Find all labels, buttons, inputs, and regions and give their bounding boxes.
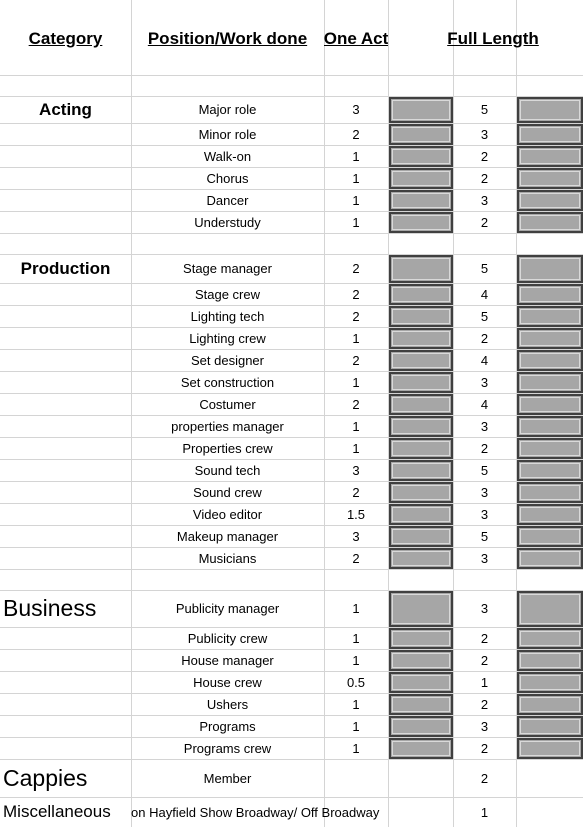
- shaded-cell[interactable]: [517, 694, 583, 715]
- shaded-cell[interactable]: [517, 672, 583, 693]
- shaded-cell[interactable]: [389, 416, 453, 437]
- row-gridline: [0, 233, 583, 234]
- shaded-cell[interactable]: [517, 628, 583, 649]
- one-act-cell[interactable]: 1.5: [346, 506, 366, 522]
- one-act-cell[interactable]: 3: [352, 462, 360, 478]
- position-cell[interactable]: on Hayfield Show Broadway/ Off Broadway: [131, 804, 380, 820]
- full-length-cell[interactable]: 5: [480, 102, 489, 117]
- shaded-cell[interactable]: [517, 394, 583, 415]
- full-length-cell[interactable]: 2: [480, 770, 489, 786]
- shaded-cell[interactable]: [389, 97, 453, 123]
- shaded-cell[interactable]: [517, 168, 583, 189]
- shaded-cell[interactable]: [389, 628, 453, 649]
- full-length-cell[interactable]: 2: [480, 630, 489, 646]
- position-cell[interactable]: Publicity crew: [187, 630, 268, 646]
- full-length-cell[interactable]: 3: [480, 374, 489, 390]
- shaded-cell[interactable]: [389, 694, 453, 715]
- one-act-cell[interactable]: 1: [352, 652, 360, 668]
- full-length-cell[interactable]: 4: [480, 286, 489, 302]
- full-length-cell[interactable]: 4: [480, 352, 489, 368]
- shaded-cell[interactable]: [389, 716, 453, 737]
- shaded-cell[interactable]: [517, 97, 583, 123]
- full-length-cell[interactable]: 3: [480, 484, 489, 500]
- shaded-cell[interactable]: [389, 482, 453, 503]
- position-cell[interactable]: Major role: [198, 102, 257, 117]
- full-length-cell[interactable]: 3: [480, 506, 489, 522]
- full-length-cell[interactable]: 2: [480, 440, 489, 456]
- one-act-cell[interactable]: 1: [352, 740, 360, 756]
- shaded-cell[interactable]: [389, 526, 453, 547]
- full-length-cell[interactable]: 1: [480, 674, 489, 690]
- position-cell[interactable]: Ushers: [206, 696, 249, 712]
- shaded-cell[interactable]: [389, 168, 453, 189]
- shaded-cell[interactable]: [389, 460, 453, 481]
- position-cell[interactable]: Sound tech: [194, 462, 261, 478]
- shaded-cell[interactable]: [517, 284, 583, 305]
- full-length-cell[interactable]: 2: [480, 740, 489, 756]
- position-cell[interactable]: Set designer: [191, 352, 264, 368]
- row-gridline: [0, 569, 583, 570]
- one-act-cell[interactable]: 1: [352, 374, 360, 390]
- one-act-cell[interactable]: 2: [352, 352, 360, 368]
- full-length-cell[interactable]: 3: [480, 418, 489, 434]
- header-one-act[interactable]: One Act: [324, 29, 388, 48]
- full-length-cell[interactable]: 2: [480, 652, 489, 668]
- one-act-cell[interactable]: 3: [352, 528, 360, 544]
- shaded-cell[interactable]: [517, 146, 583, 167]
- shaded-cell[interactable]: [517, 306, 583, 327]
- category-label-cappies[interactable]: Cappies: [3, 764, 88, 791]
- one-act-cell[interactable]: 1: [352, 170, 360, 186]
- shaded-cell[interactable]: [389, 306, 453, 327]
- shaded-cell[interactable]: [517, 548, 583, 569]
- header-position[interactable]: Position/Work done: [147, 29, 308, 48]
- full-length-cell[interactable]: 2: [480, 170, 489, 186]
- position-cell[interactable]: House crew: [193, 674, 262, 690]
- shaded-cell[interactable]: [389, 255, 453, 283]
- position-cell[interactable]: Musicians: [198, 550, 257, 566]
- full-length-cell[interactable]: 3: [480, 718, 489, 734]
- shaded-cell[interactable]: [517, 738, 583, 759]
- category-label-business[interactable]: Business: [3, 595, 97, 621]
- full-length-cell[interactable]: 2: [480, 148, 489, 164]
- shaded-cell[interactable]: [517, 591, 583, 627]
- one-act-cell[interactable]: 1: [352, 630, 360, 646]
- shaded-cell[interactable]: [389, 350, 453, 371]
- one-act-cell[interactable]: 2: [352, 126, 360, 142]
- one-act-cell[interactable]: 1: [352, 148, 360, 164]
- one-act-cell[interactable]: 1: [352, 214, 360, 230]
- full-length-cell[interactable]: 2: [480, 696, 489, 712]
- shaded-cell[interactable]: [389, 438, 453, 459]
- shaded-cell[interactable]: [517, 716, 583, 737]
- shaded-cell[interactable]: [517, 460, 583, 481]
- full-length-cell[interactable]: 3: [480, 601, 489, 616]
- position-cell[interactable]: Video editor: [192, 506, 263, 522]
- shaded-cell[interactable]: [517, 526, 583, 547]
- one-act-cell[interactable]: 1: [352, 718, 360, 734]
- one-act-cell[interactable]: 1: [352, 418, 360, 434]
- shaded-cell[interactable]: [389, 394, 453, 415]
- category-label-acting[interactable]: Acting: [39, 99, 92, 119]
- shaded-cell[interactable]: [517, 190, 583, 211]
- position-cell[interactable]: Programs crew: [183, 740, 272, 756]
- shaded-cell[interactable]: [389, 328, 453, 349]
- one-act-cell[interactable]: 2: [352, 261, 360, 276]
- shaded-cell[interactable]: [389, 212, 453, 233]
- position-cell[interactable]: Chorus: [206, 170, 249, 186]
- one-act-cell[interactable]: 1: [352, 440, 360, 456]
- one-act-cell[interactable]: 1: [352, 192, 360, 208]
- shaded-cell[interactable]: [389, 672, 453, 693]
- position-cell[interactable]: Member: [203, 770, 252, 786]
- shaded-cell[interactable]: [389, 738, 453, 759]
- position-cell[interactable]: Dancer: [206, 192, 249, 208]
- shaded-cell[interactable]: [389, 548, 453, 569]
- full-length-cell[interactable]: 2: [480, 214, 489, 230]
- position-cell[interactable]: Sound crew: [193, 484, 262, 500]
- row-gridline: [0, 75, 583, 76]
- shaded-cell[interactable]: [517, 328, 583, 349]
- full-length-cell[interactable]: 3: [480, 192, 489, 208]
- one-act-cell[interactable]: 1: [352, 696, 360, 712]
- position-cell[interactable]: Walk-on: [203, 148, 252, 164]
- shaded-cell[interactable]: [517, 482, 583, 503]
- position-cell[interactable]: Costumer: [199, 396, 256, 412]
- full-length-cell[interactable]: 2: [480, 330, 489, 346]
- full-length-cell[interactable]: 5: [480, 528, 489, 544]
- header-full-length[interactable]: Full Length: [447, 29, 539, 48]
- position-cell[interactable]: Makeup manager: [176, 528, 279, 544]
- shaded-cell[interactable]: [517, 350, 583, 371]
- shaded-cell[interactable]: [389, 190, 453, 211]
- full-length-cell[interactable]: 5: [480, 261, 489, 276]
- shaded-cell[interactable]: [389, 284, 453, 305]
- one-act-cell[interactable]: 3: [352, 102, 360, 117]
- shaded-cell[interactable]: [517, 504, 583, 525]
- shaded-cell[interactable]: [517, 255, 583, 283]
- one-act-cell[interactable]: 2: [352, 484, 360, 500]
- full-length-cell[interactable]: 5: [480, 462, 489, 478]
- position-cell[interactable]: House manager: [181, 652, 274, 668]
- category-label-misc[interactable]: Miscellaneous: [3, 802, 111, 821]
- position-cell[interactable]: Minor role: [198, 126, 257, 142]
- position-cell[interactable]: Programs: [199, 718, 256, 734]
- one-act-cell[interactable]: [324, 759, 388, 797]
- one-act-cell[interactable]: 2: [352, 396, 360, 412]
- shaded-cell[interactable]: [389, 591, 453, 627]
- shaded-cell[interactable]: [517, 372, 583, 393]
- one-act-cell[interactable]: 1: [352, 601, 360, 616]
- shaded-cell[interactable]: [389, 372, 453, 393]
- position-cell[interactable]: Set construction: [180, 374, 275, 390]
- one-act-cell[interactable]: 1: [352, 330, 360, 346]
- position-cell[interactable]: Properties crew: [182, 440, 273, 456]
- position-cell[interactable]: properties manager: [171, 418, 284, 434]
- full-length-cell[interactable]: 1: [480, 804, 489, 820]
- category-label-production[interactable]: Production: [20, 258, 111, 278]
- one-act-cell[interactable]: 2: [352, 286, 360, 302]
- one-act-cell[interactable]: 2: [352, 550, 360, 566]
- full-length-cell[interactable]: 4: [480, 396, 489, 412]
- position-cell[interactable]: Publicity manager: [175, 601, 280, 616]
- full-length-cell[interactable]: 3: [480, 550, 489, 566]
- full-length-cell[interactable]: 5: [480, 308, 489, 324]
- shaded-cell[interactable]: [517, 124, 583, 145]
- shaded-cell[interactable]: [389, 650, 453, 671]
- full-length-cell[interactable]: 3: [480, 126, 489, 142]
- shaded-cell[interactable]: [389, 504, 453, 525]
- shaded-cell[interactable]: [517, 212, 583, 233]
- shaded-cell[interactable]: [517, 438, 583, 459]
- position-cell[interactable]: Lighting crew: [189, 330, 266, 346]
- position-cell[interactable]: Stage manager: [183, 261, 272, 276]
- one-act-cell[interactable]: 0.5: [346, 674, 366, 690]
- position-cell[interactable]: Stage crew: [194, 286, 261, 302]
- shaded-cell[interactable]: [517, 416, 583, 437]
- header-category[interactable]: Category: [28, 29, 103, 48]
- shaded-cell[interactable]: [389, 146, 453, 167]
- position-cell[interactable]: Understudy: [194, 214, 261, 230]
- shaded-cell[interactable]: [517, 650, 583, 671]
- shaded-cell[interactable]: [389, 124, 453, 145]
- position-cell[interactable]: Lighting tech: [190, 308, 265, 324]
- one-act-cell[interactable]: 2: [352, 308, 360, 324]
